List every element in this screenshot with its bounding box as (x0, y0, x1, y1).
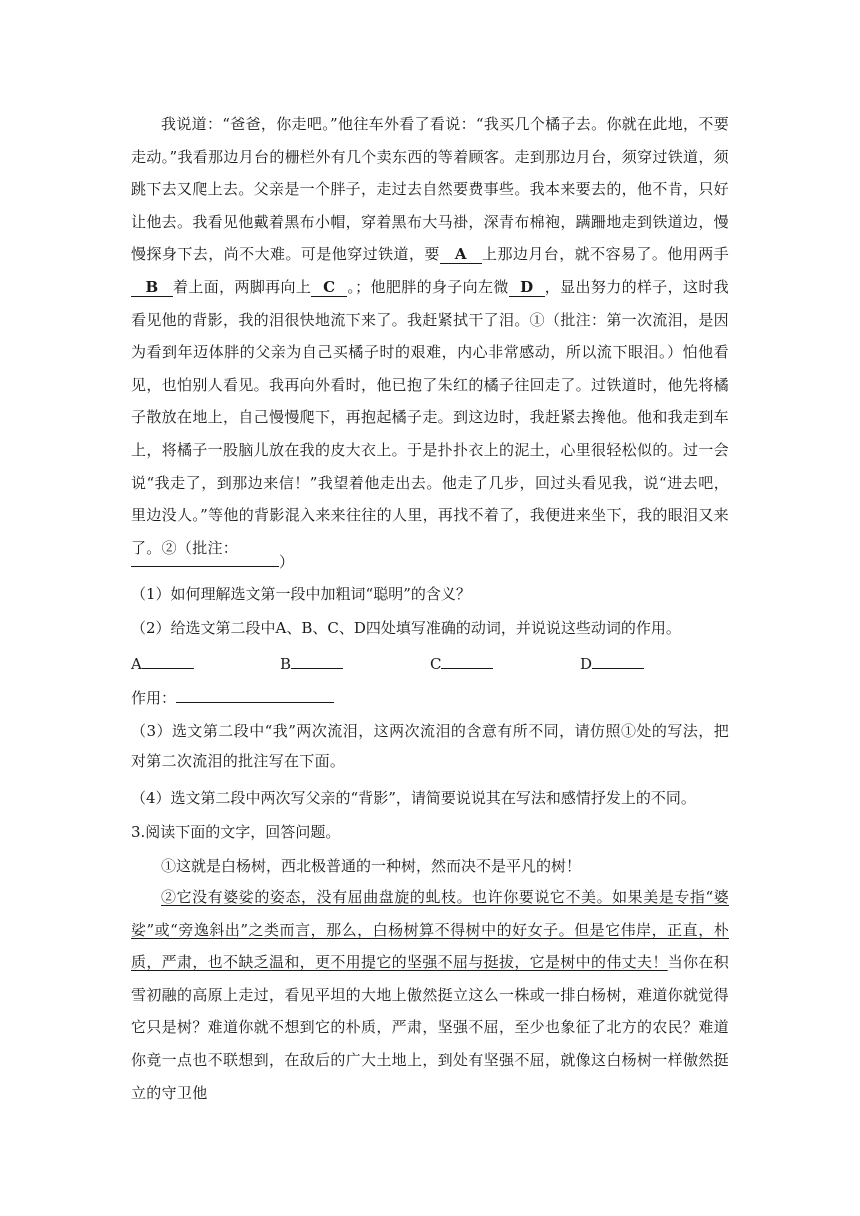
blank-b: B (131, 278, 173, 297)
fill-d (580, 652, 644, 674)
effect-label: 作用： (131, 689, 177, 707)
passage-text: 着上面，两脚再向上 (173, 277, 312, 296)
fill-a-underline (142, 652, 194, 669)
effect-row (131, 686, 334, 708)
fill-d-label: D (580, 655, 593, 673)
fill-a-label: A (131, 655, 142, 673)
annotation-blank-line (131, 550, 294, 572)
underlined-passage: ②它没有婆娑的姿态，没有屈曲盘旋的虬枝。也许你要说它不美。如果美是专指“婆娑”或“旁逸斜出”之类而言，那么，白杨树算不得树中的好女子。但是它伟岸，正直，朴质，严肃，也不缺乏温和，更不用提它的坚强不屈与挺拔，它是树中的伟丈夫！ (131, 888, 729, 972)
fill-b-label: B (280, 655, 292, 673)
fill-b-underline (291, 652, 343, 669)
passage-text: 上那边月台，就不容易了。他用两手 (481, 245, 729, 264)
blank-a: A (440, 245, 482, 264)
fill-a (131, 652, 194, 674)
question-4: （4）选文第二段中两次写父亲的“背影”，请简要说说其在写法和感情抒发上的不同。 (131, 789, 696, 807)
passage-paragraph (131, 108, 729, 564)
passage-text: 我说道：“爸爸，你走吧。”他往车外看了看说：“我买几个橘子去。你就在此地，不要走动。”我看那边月台的栅栏外有几个卖东西的等着顾客。走到那边月台，须穿过铁道，须跳下去又爬上去。父亲是一个胖子，走过去自然要费事些。我本来要去的，他不肯，只好让他去。我看见他戴着黑布小帽，穿着黑布大马褂，深青布棉袍，蹒跚地走到铁道边，慢慢探身下去，尚不大难。可是他穿过铁道，要 (131, 115, 729, 264)
section-3-paragraph-1: ①这就是白杨树，西北极普通的一种树，然而决不是平凡的树！ (161, 857, 582, 875)
fill-b (280, 652, 343, 674)
fill-c-label: C (430, 655, 442, 673)
fill-c (430, 652, 493, 674)
fill-d-underline (592, 652, 644, 669)
question-1: （1）如何理解选文第一段中加粗词“聪明”的含义？ (131, 585, 471, 603)
passage-text: 当你在积雪初融的高原上走过，看见平坦的大地上傲然挺立这么一株或一排白杨树，难道你就觉得它只是树？难道你就不想到它的朴质，严肃，坚强不屈，至少也象征了北方的农民？难道你竟一点也不联想到，在敌后的广大土地上，到处有坚强不屈，就像这白杨树一样傲然挺立的守卫他 (131, 953, 729, 1102)
annotation-underline (131, 550, 279, 567)
fill-c-underline (441, 652, 493, 669)
annotation-close: ） (279, 553, 295, 571)
question-2: （2）给选文第二段中A、B、C、D四处填写准确的动词，并说说这些动词的作用。 (131, 619, 681, 637)
passage-text: 。；他肥胖的身子向左微 (347, 277, 509, 296)
section-3-heading: 3.阅读下面的文字，回答问题。 (131, 823, 341, 841)
passage-text: ，显出努力的样子，这时我看见他的背影，我的泪很快地流下来了。我赶紧拭干了泪。①（批注：第一次流泪，是因为看到年迈体胖的父亲为自己买橘子时的艰难，内心非常感动，所以流下眼泪。）怕他看见，也怕别人看见。我再向外看时，他已抱了朱红的橘子往回走了。过铁道时，他先将橘子散放在地上，自己慢慢爬下，再抱起橘子走。到这边时，我赶紧去搀他。他和我走到车上，将橘子一股脑儿放在我的皮大衣上。于是扑扑衣上的泥土，心里很轻松似的。过一会说“我走了，到那边来信！”我望着他走出去。他走了几步，回过头看见我，说“进去吧，里边没人。”等他的背影混入来来往往的人里，再找不着了，我便进来坐下，我的眼泪又来了。②（批注： (131, 277, 729, 557)
blank-c: C (311, 278, 347, 297)
question-3: （3）选文第二段中“我”两次流泪，这两次流泪的含意有所不同，请仿照①处的写法，把对第二次流泪的批注写在下面。 (131, 722, 729, 770)
effect-underline (176, 686, 334, 703)
section-3-paragraph-2 (131, 881, 729, 1109)
blank-d: D (509, 278, 545, 297)
